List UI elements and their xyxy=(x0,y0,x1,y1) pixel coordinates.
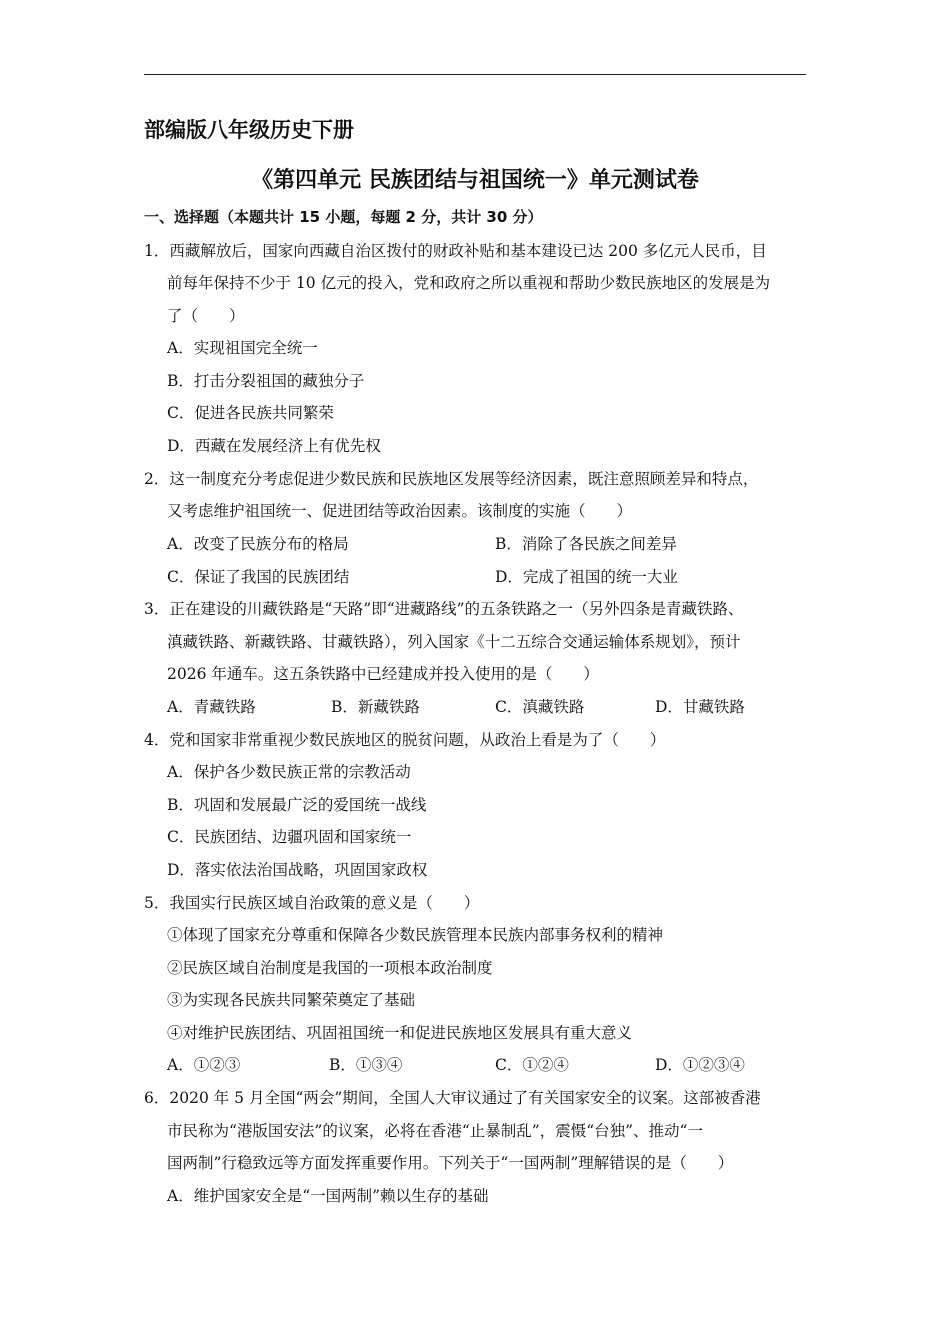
question-stem-line: 前每年保持不少于 10 亿元的投入，党和政府之所以重视和帮助少数民族地区的发展是为 xyxy=(167,274,771,292)
question-stem-line: 了（ ） xyxy=(167,307,245,325)
statement-3: ③为实现各民族共同繁荣奠定了基础 xyxy=(167,991,416,1009)
option-b: B．消除了各民族之间差异 xyxy=(495,535,677,553)
option-a: A．维护国家安全是“一国两制”赖以生存的基础 xyxy=(167,1187,489,1205)
option-b: B．新藏铁路 xyxy=(331,698,420,716)
question-stem-line: 4．党和国家非常重视少数民族地区的脱贫问题，从政治上看是为了（ ） xyxy=(144,731,666,749)
option-a: A．改变了民族分布的格局 xyxy=(167,535,349,553)
option-c: C．滇藏铁路 xyxy=(495,698,585,716)
question-stem-line: 又考虑维护祖国统一、促进团结等政治因素。该制度的实施（ ） xyxy=(167,502,633,520)
section-heading: 一、选择题（本题共计 15 小题，每题 2 分，共计 30 分） xyxy=(144,208,543,226)
question-stem-line: 6．2020 年 5 月全国“两会”期间，全国人大审议通过了有关国家安全的议案。这部被香港 xyxy=(144,1089,761,1107)
question-stem-line: 3．正在建设的川藏铁路是“天路”即“进藏路线”的五条铁路之一（另外四条是青藏铁路、 xyxy=(144,600,744,618)
option-c: C．保证了我国的民族团结 xyxy=(167,568,350,586)
option-d: D．完成了祖国的统一大业 xyxy=(495,568,678,586)
test-title: 《第四单元 民族团结与祖国统一》单元测试卷 xyxy=(251,168,699,193)
question-stem-line: 5．我国实行民族区域自治政策的意义是（ ） xyxy=(144,894,480,912)
option-d: D．西藏在发展经济上有优先权 xyxy=(167,437,381,455)
option-a: A．实现祖国完全统一 xyxy=(167,339,318,357)
book-title: 部编版八年级历史下册 xyxy=(144,118,354,142)
option-b: B．打击分裂祖国的藏独分子 xyxy=(167,372,365,390)
statement-1: ①体现了国家充分尊重和保障各少数民族管理本民族内部事务权利的精神 xyxy=(167,926,664,944)
option-a: A．①②③ xyxy=(167,1056,241,1074)
question-stem-line: 1．西藏解放后，国家向西藏自治区拨付的财政补贴和基本建设已达 200 多亿元人民币，目 xyxy=(144,242,767,260)
question-stem-line: 2026 年通车。这五条铁路中已经建成并投入使用的是（ ） xyxy=(167,665,599,683)
question-stem-line: 国两制”行稳致远等方面发挥重要作用。下列关于“一国两制”理解错误的是（ ） xyxy=(167,1154,734,1172)
option-d: D．甘藏铁路 xyxy=(655,698,745,716)
option-d: D．①②③④ xyxy=(655,1056,745,1074)
statement-4: ④对维护民族团结、巩固祖国统一和促进民族地区发展具有重大意义 xyxy=(167,1024,633,1042)
question-stem-line: 市民称为“港版国安法”的议案，必将在香港“止暴制乱”，震慑“台独”、推动“一 xyxy=(167,1122,703,1140)
option-b: B．巩固和发展最广泛的爱国统一战线 xyxy=(167,796,427,814)
option-c: C．民族团结、边疆巩固和国家统一 xyxy=(167,828,412,846)
question-stem-line: 2．这一制度充分考虑促进少数民族和民族地区发展等经济因素，既注意照顾差异和特点， xyxy=(144,470,759,488)
statement-2: ②民族区域自治制度是我国的一项根本政治制度 xyxy=(167,959,493,977)
option-d: D．落实依法治国战略，巩固国家政权 xyxy=(167,861,428,879)
question-stem-line: 滇藏铁路、新藏铁路、甘藏铁路），列入国家《十二五综合交通运输体系规划》，预计 xyxy=(167,633,741,651)
option-a: A．保护各少数民族正常的宗教活动 xyxy=(167,763,411,781)
header-rule xyxy=(144,74,806,75)
option-a: A．青藏铁路 xyxy=(167,698,256,716)
option-c: C．①②④ xyxy=(495,1056,569,1074)
option-c: C．促进各民族共同繁荣 xyxy=(167,404,334,422)
option-b: B．①③④ xyxy=(329,1056,403,1074)
